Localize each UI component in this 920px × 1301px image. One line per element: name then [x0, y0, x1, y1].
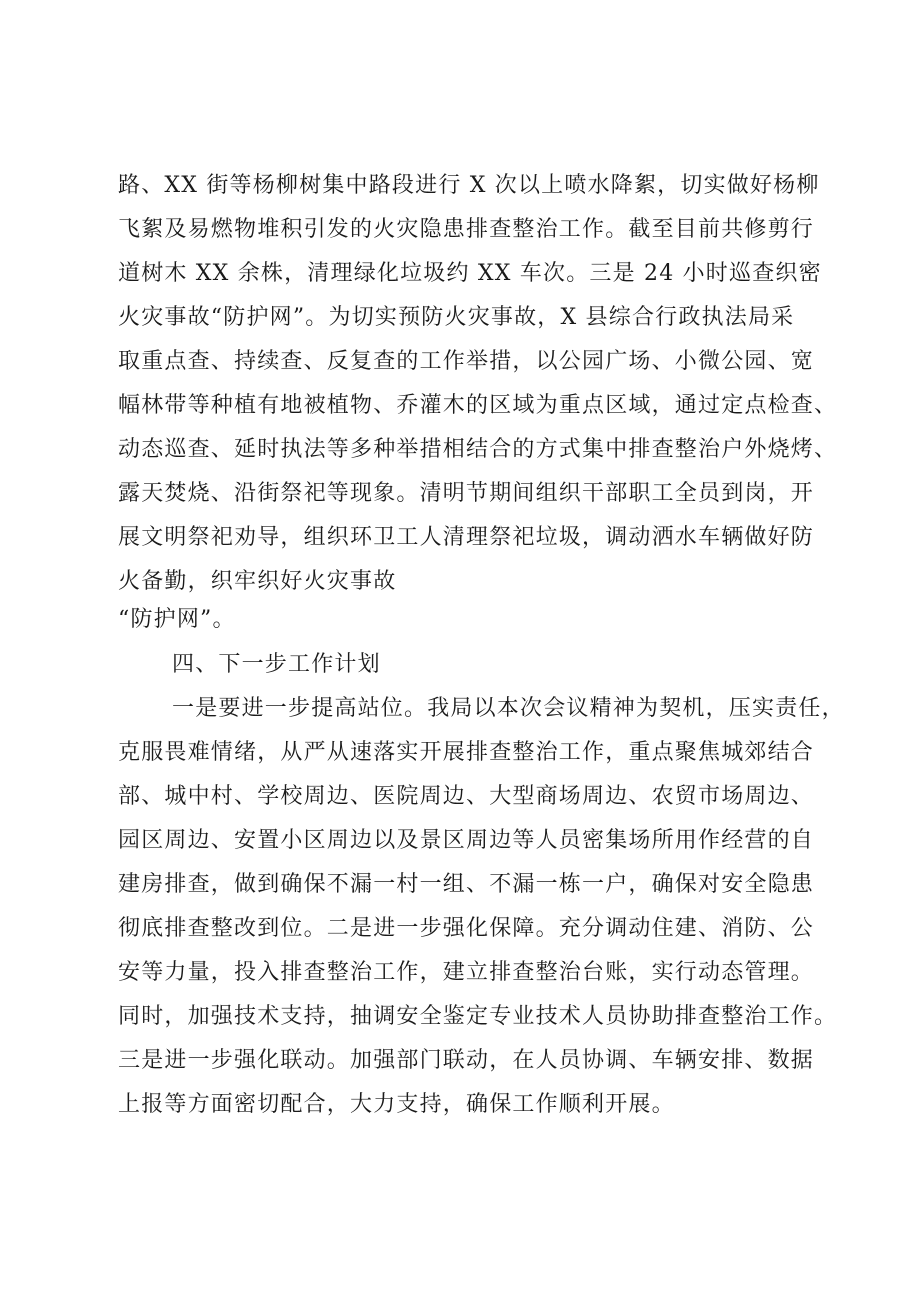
text-line: 动态巡查、延时执法等多种举措相结合的方式集中排查整治户外烧烤、 [118, 437, 838, 462]
text-line: 彻底排查整改到位。二是进一步强化保障。充分调动住建、消防、公 [118, 916, 815, 941]
text-line: 火灾事故“防护网”。为切实预防火灾事故，X 县综合行政执法局采 [118, 305, 795, 330]
text-line: 道树木 XX 余株，清理绿化垃圾约 XX 车次。三是 24 小时巡查织密 [118, 261, 822, 286]
text-line: 幅林带等种植有地被植物、乔灌木的区域为重点区域，通过定点检查、 [118, 393, 838, 418]
text-line: 上报等方面密切配合，大力支持，确保工作顺利开展。 [118, 1092, 675, 1117]
section-heading: 四、下一步工作计划 [172, 652, 381, 677]
text-line: 同时，加强技术支持，抽调安全鉴定专业技术人员协助排查整治工作。 [118, 1004, 838, 1029]
text-line: 展文明祭祀劝导，组织环卫工人清理祭祀垃圾，调动洒水车辆做好防 [118, 525, 815, 550]
text-line: 路、XX 街等杨柳树集中路段进行 X 次以上喷水降絮，切实做好杨柳 [118, 173, 820, 198]
text-line: 克服畏难情绪，从严从速落实开展排查整治工作，重点聚焦城郊结合 [118, 740, 815, 765]
text-line: 取重点查、持续查、反复查的工作举措，以公园广场、小微公园、宽 [118, 349, 815, 374]
text-line: 飞絮及易燃物堆积引发的火灾隐患排查整治工作。截至目前共修剪行 [118, 217, 815, 242]
text-line: 园区周边、安置小区周边以及景区周边等人员密集场所用作经营的自 [118, 828, 815, 853]
text-line: 露天焚烧、沿街祭祀等现象。清明节期间组织干部职工全员到岗，开 [118, 481, 815, 506]
text-line: 建房排查，做到确保不漏一村一组、不漏一栋一户，确保对安全隐患 [118, 872, 815, 897]
text-line: 部、城中村、学校周边、医院周边、大型商场周边、农贸市场周边、 [118, 784, 815, 809]
text-line: 安等力量，投入排查整治工作，建立排查整治台账，实行动态管理。 [118, 960, 815, 985]
text-line: 一是要进一步提高站位。我局以本次会议精神为契机，压实责任， [172, 696, 845, 721]
text-line: “防护网”。 [118, 607, 236, 632]
text-line: 火备勤，织牢织好火灾事故 [118, 569, 397, 594]
text-line: 三是进一步强化联动。加强部门联动，在人员协调、车辆安排、数据 [118, 1048, 815, 1073]
